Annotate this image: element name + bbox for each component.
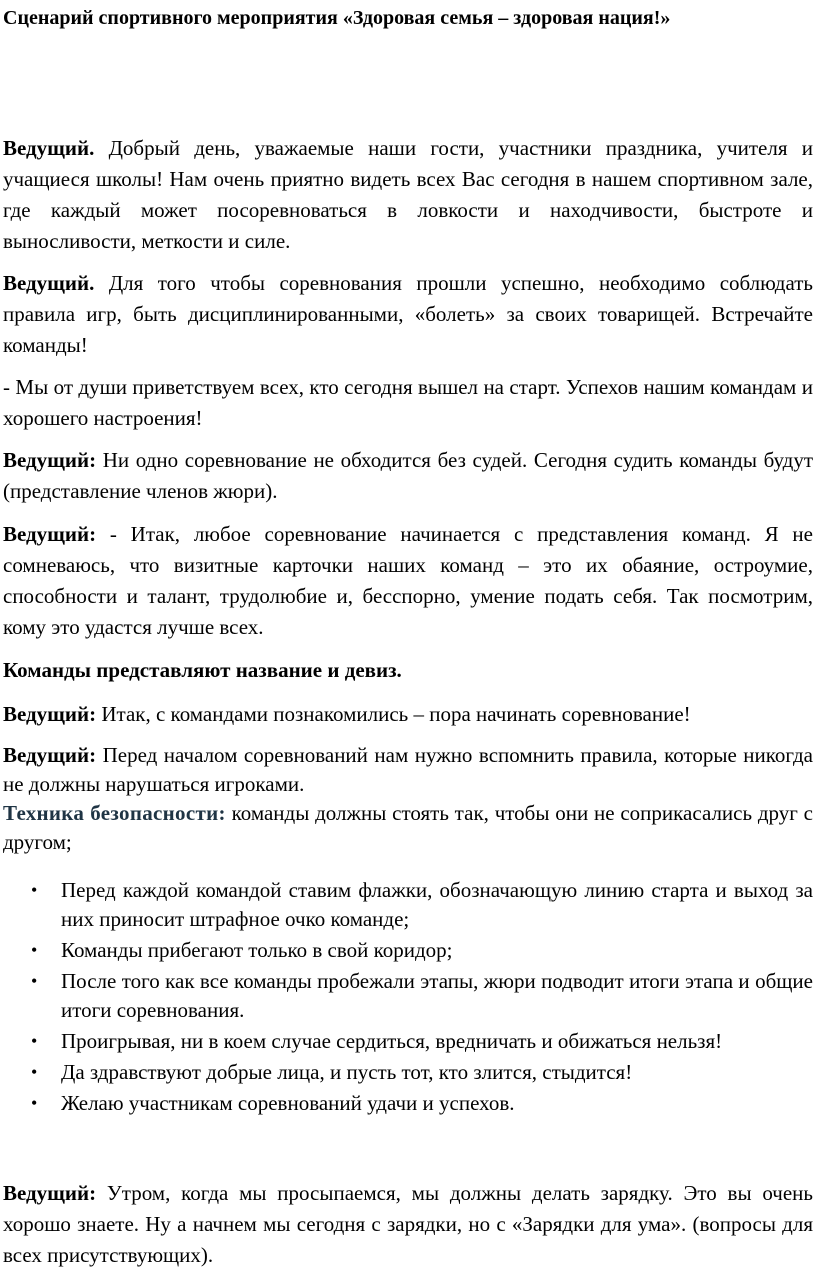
paragraph-5: [3, 519, 813, 643]
safety-rules-list: [0, 876, 813, 1120]
list-item: • Проигрывая, ни в коем случае сердиться, вредничать и обижаться нельзя!: [0, 1027, 813, 1056]
paragraph-4: [3, 445, 813, 507]
paragraph-text: Итак, с командами познакомились – пора начинать соревнование!: [96, 702, 691, 726]
bullet-icon: •: [31, 880, 38, 900]
bullet-icon: •: [31, 971, 38, 991]
document-title: Сценарий спортивного мероприятия «Здоровая семья – здоровая нация!»: [3, 7, 671, 29]
speaker-label: Ведущий:: [3, 743, 97, 767]
bullet-icon: •: [31, 1062, 38, 1082]
paragraph-1: [3, 133, 813, 257]
bullet-icon: •: [31, 1031, 38, 1051]
bullet-icon: •: [31, 940, 38, 960]
paragraph-3: [3, 372, 813, 434]
list-item: • После того как все команды пробежали этапы, жюри подводит итоги этапа и общие итоги соревнования.: [31, 969, 813, 1022]
speaker-label: Ведущий.: [3, 271, 95, 295]
stage-direction: Команды представляют название и девиз.: [3, 658, 402, 682]
paragraph-2: [3, 268, 813, 361]
speaker-label: Ведущий.: [3, 136, 95, 160]
list-item: • Да здравствуют добрые лица, и пусть тот, кто злится, стыдится!: [0, 1058, 813, 1087]
paragraph-text: Ни одно соревнование не обходится без судей. Сегодня судить команды будут (представление членов жюри).: [3, 448, 813, 503]
speaker-label: Ведущий:: [3, 522, 97, 546]
bullet-icon: •: [31, 1093, 38, 1113]
paragraph-final: [3, 1178, 813, 1271]
paragraph-text: - Мы от души приветствуем всех, кто сегодня вышел на старт. Успехов нашим командам и хорошего настроения!: [3, 375, 813, 430]
speaker-label: Ведущий:: [3, 448, 97, 472]
paragraph-7: [3, 699, 813, 730]
paragraph-text: команды должны стоять так, чтобы они не соприкасались друг с другом;: [3, 801, 813, 854]
safety-label: Техника безопасности:: [3, 801, 226, 825]
paragraph-text: Перед началом соревнований нам нужно вспомнить правила, которые никогда не должны нарушаться игроками.: [3, 743, 813, 796]
paragraph-text: Для того чтобы соревнования прошли успешно, необходимо соблюдать правила игр, быть дисциплинированными, «болеть» за своих товарищей. Встречайте команды!: [3, 271, 813, 357]
paragraph-6: [3, 655, 813, 686]
paragraph-text: Добрый день, уважаемые наши гости, участники праздника, учителя и учащиеся школы! Нам очень приятно видеть всех Вас сегодня в нашем спортивном зале, где каждый может посоревноваться в ловкости и находчивости, быстроте и выносливости, меткости и силе.: [3, 136, 813, 253]
paragraph-text: Утром, когда мы просыпаемся, мы должны делать зарядку. Это вы очень хорошо знаете. Ну а начнем мы сегодня с зарядки, но с «Зарядки для ума». (вопросы для всех присутствующих).: [3, 1181, 813, 1267]
list-item: • Перед каждой командой ставим флажки, обозначающую линию старта и выход за них приносит штрафное очко команде;: [31, 878, 813, 931]
speaker-label: Ведущий:: [3, 702, 97, 726]
list-item: • Команды прибегают только в свой коридор;: [0, 936, 813, 965]
paragraph-text: - Итак, любое соревнование начинается с представления команд. Я не сомневаюсь, что визитные карточки наших команд – это их обаяние, остроумие, способности и талант, трудолюбие и, бесспорно, умение подать себя. Так посмотрим, кому это удастся лучше всех.: [3, 522, 813, 639]
paragraph-8: [3, 741, 813, 799]
speaker-label: Ведущий:: [3, 1181, 97, 1205]
list-item: • Желаю участникам соревнований удачи и успехов.: [0, 1089, 813, 1118]
paragraph-9: [3, 799, 813, 857]
